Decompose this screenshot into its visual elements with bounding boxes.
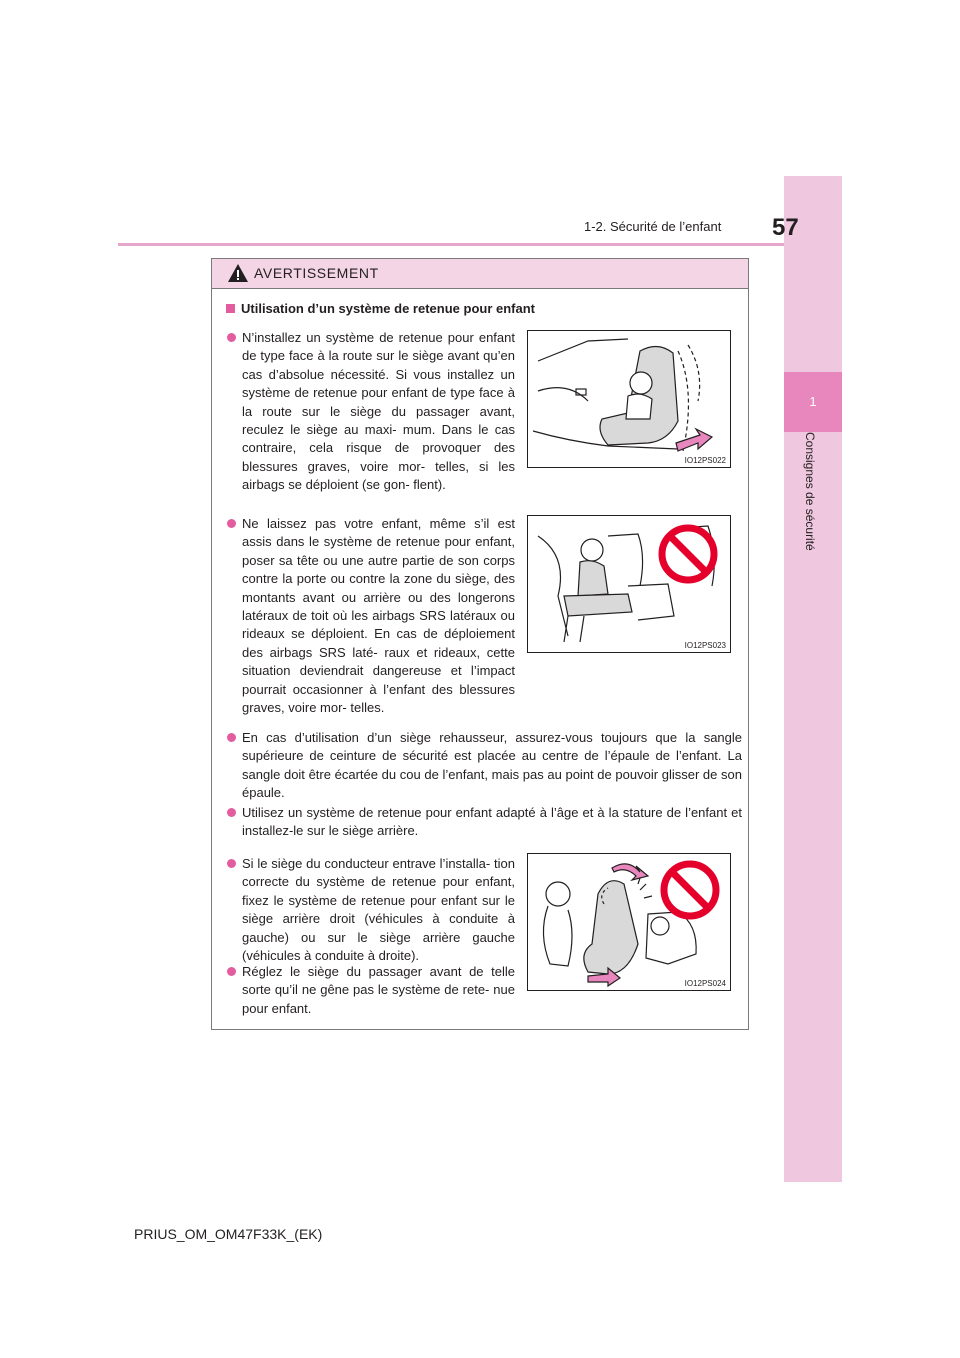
bullet-dot-icon bbox=[227, 333, 236, 342]
document-code: PRIUS_OM_OM47F33K_(EK) bbox=[134, 1226, 323, 1242]
driver-seat-adjust-illustration-icon bbox=[528, 854, 730, 990]
figure-code: IO12PS024 bbox=[684, 979, 726, 988]
child-booster-rear-illustration-icon bbox=[528, 516, 730, 652]
bullet-text: Utilisez un système de retenue pour enfant adapté à l’âge et à la stature de l’enfant et installez-le sur le siège arrière. bbox=[242, 805, 742, 839]
bullet-dot-icon bbox=[227, 519, 236, 528]
section-header: 1-2. Sécurité de l’enfant bbox=[584, 219, 722, 234]
bullet-dot-icon bbox=[227, 859, 236, 868]
bullet-dot-icon bbox=[227, 733, 236, 742]
bullet-text: Ne laissez pas votre enfant, même s’il est assis dans le système de retenue pour enfant, poser sa tête ou une autre partie de son corps contre la porte ou contre la zone du siège, des montants avant ou arrière ou des longerons latéraux de toit où les airbags SRS latéraux ou rideaux se déploient. En cas de déploiement des airbags SRS laté- raux et rideaux, cette situation deviendrait dangereuse et l’impact pourrait occasionner à l’enfant des blessures graves, voire mor- telles. bbox=[242, 516, 515, 716]
warning-triangle-icon bbox=[227, 263, 249, 283]
bullet-dot-icon bbox=[227, 967, 236, 976]
bullet-item bbox=[242, 729, 742, 803]
header-rule bbox=[118, 243, 784, 246]
bullet-item bbox=[242, 515, 515, 717]
page-number: 57 bbox=[772, 214, 799, 241]
figure-child-seat-front bbox=[527, 330, 731, 468]
figure-driver-seat-adjust bbox=[527, 853, 731, 991]
bullet-text: Réglez le siège du passager avant de telle sorte qu’il ne gêne pas le système de rete- nue pour enfant. bbox=[242, 964, 515, 1016]
warning-heading-text: Utilisation d’un système de retenue pour enfant bbox=[241, 301, 535, 316]
bullet-item bbox=[242, 804, 742, 841]
bullet-item bbox=[242, 855, 515, 965]
bullet-text: Si le siège du conducteur entrave l’installa- tion correcte du système de retenue pour enfant, fixez le système de retenue pour enfant sur le siège arrière droit (véhicules à conduite à gauche) ou sur le siège arrière gauche (véhicules à conduite à droite). bbox=[242, 856, 515, 964]
warning-heading bbox=[226, 301, 535, 316]
bullet-dot-icon bbox=[227, 808, 236, 817]
child-seat-front-illustration-icon bbox=[528, 331, 730, 467]
warning-header bbox=[212, 259, 748, 289]
bullet-text: En cas d’utilisation d’un siège rehausseur, assurez-vous toujours que la sangle supérieure de ceinture de sécurité est placée au centre de l’épaule de l’enfant. La sangle doit être écartée du cou de l’enfant, mais pas au point de pouvoir glisser de son épaule. bbox=[242, 730, 742, 801]
figure-child-booster-rear bbox=[527, 515, 731, 653]
figure-code: IO12PS023 bbox=[684, 641, 726, 650]
warning-label: AVERTISSEMENT bbox=[254, 265, 379, 281]
chapter-number: 1 bbox=[809, 394, 817, 409]
chapter-title: Consignes de sécurité bbox=[803, 432, 817, 551]
bullet-item bbox=[242, 329, 515, 495]
bullet-text: N’installez un système de retenue pour enfant de type face à la route sur le siège avant qu’en cas d’absolue nécessité. Si vous installez un système de retenue pour enfant de type face à la route sur le siège du passager avant, reculez le siège au maxi- mum. Dans le cas contraire, cela risque de provoquer des blessures graves, voire mor- telles, si les airbags se déploient (se gon- flent). bbox=[242, 330, 515, 493]
chapter-side-tab bbox=[784, 176, 842, 1182]
bullet-item bbox=[242, 963, 515, 1018]
figure-code: IO12PS022 bbox=[684, 456, 726, 465]
square-bullet-icon bbox=[226, 304, 235, 313]
